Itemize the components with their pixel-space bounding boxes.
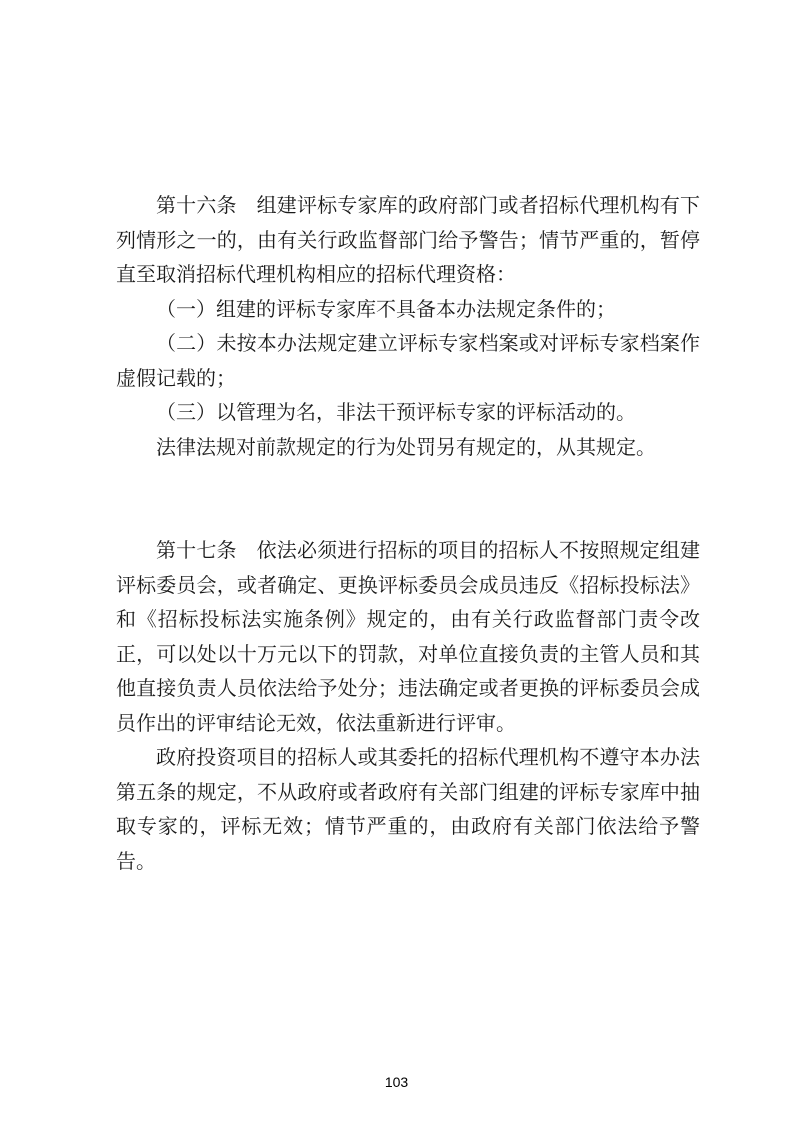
- article-16: [116, 188, 700, 464]
- article-16-number: 第十六条: [156, 193, 237, 217]
- article-16-item-2: （二）未按本办法规定建立评标专家档案或对评标专家档案作虚假记载的；: [116, 331, 700, 390]
- article-separator: [116, 464, 700, 533]
- article-16-closing: 法律法规对前款规定的行为处罚另有规定的，从其规定。: [156, 434, 656, 459]
- article-16-lead-paragraph: [116, 188, 700, 292]
- article-17-second-paragraph: 政府投资项目的招标人或其委托的招标代理机构不遵守本办法第五条的规定，不从政府或者政府有关部门组建的评标专家库中抽取专家的，评标无效；情节严重的，由政府有关部门依法给予警告。: [116, 745, 700, 873]
- article-16-item-3: （三）以管理为名，非法干预评标专家的评标活动的。: [156, 400, 636, 424]
- article-16-lead-text: 组建评标专家库的政府部门或者招标代理机构有下列情形之一的，由有关行政监督部门给予警告；情节严重的，暂停直至取消招标代理机构相应的招标代理资格：: [116, 193, 701, 286]
- document-body: [116, 188, 700, 878]
- article-17-number: 第十七条: [156, 538, 237, 562]
- article-17-lead-text: 依法必须进行招标的项目的招标人不按照规定组建评标委员会，或者确定、更换评标委员会成员违反《招标投标法》和《招标投标法实施条例》规定的，由有关行政监督部门责令改正，可以处以十万元以下的罚款，对单位直接负责的主管人员和其他直接负责人员依法给予处分；违法确定或者更换的评标委员会成员作出的评审结论无效，依法重新进行评审。: [116, 538, 701, 735]
- page-number: 103: [384, 1074, 409, 1090]
- article-17-lead-paragraph: [116, 533, 700, 740]
- article-17: [116, 533, 700, 878]
- article-16-item-1: （一）组建的评标专家库不具备本办法规定条件的；: [156, 296, 616, 321]
